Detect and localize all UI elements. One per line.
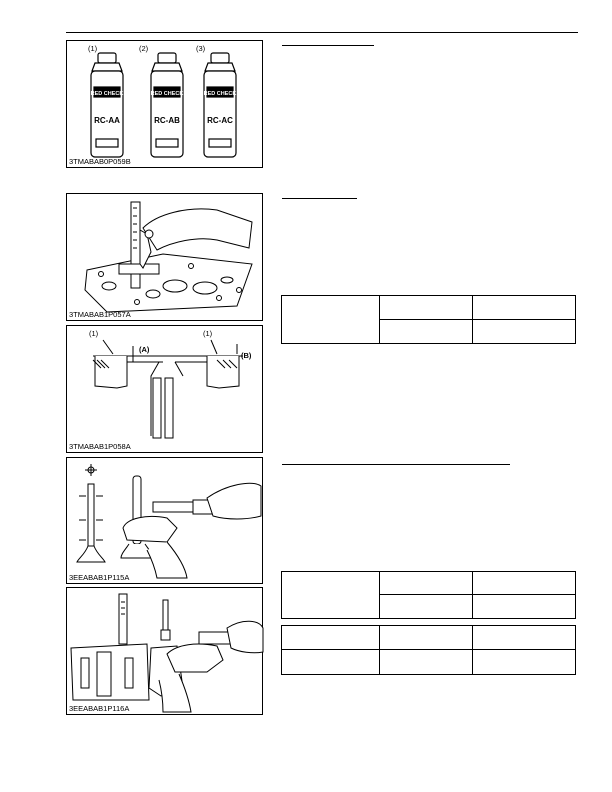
figure-valve-recessing-diagram	[66, 325, 263, 453]
figure-valve-stem-measurement	[66, 457, 263, 584]
spec-table-cell	[282, 650, 380, 675]
heading-underline-1	[282, 45, 374, 46]
callout-2: (2)	[139, 44, 149, 53]
can-2-brand: RED CHECK	[150, 91, 184, 97]
spec-table-cell	[282, 296, 380, 344]
spec-table-3	[281, 625, 576, 675]
callout-b: (B)	[241, 351, 252, 360]
spec-table-cell	[473, 572, 576, 595]
can-1-model: RC-AA	[94, 116, 120, 125]
figure-caption: 3EEABAB1P116A	[69, 704, 130, 713]
cans-illustration	[67, 41, 264, 169]
figure-valve-guide-measurement	[66, 587, 263, 715]
figure-caption: 3EEABAB1P115A	[69, 573, 130, 582]
spec-table-cell	[473, 296, 576, 320]
header-rule	[66, 32, 578, 33]
callout-1-right: (1)	[203, 329, 213, 338]
depth-gauge-illustration	[67, 194, 264, 322]
spec-table-cell	[380, 320, 473, 344]
heading-underline-2	[282, 198, 357, 199]
spec-table-cell	[473, 650, 576, 675]
figure-caption: 3TMABAB1P058A	[69, 442, 131, 451]
can-1-brand: RED CHECK	[90, 91, 124, 97]
can-3-brand: RED CHECK	[203, 91, 237, 97]
can-2-model: RC-AB	[154, 116, 180, 125]
spec-table-cell	[380, 572, 473, 595]
spec-table-cell	[282, 626, 380, 650]
spec-table-cell	[473, 320, 576, 344]
spec-table-1	[281, 295, 576, 344]
valve-recessing-illustration	[67, 326, 264, 454]
callout-1: (1)	[88, 44, 98, 53]
spec-table-cell	[473, 626, 576, 650]
figure-caption: 3TMABAB0P059B	[69, 157, 131, 166]
figure-caption: 3TMABAB1P057A	[69, 310, 131, 319]
figure-valve-recess-measurement	[66, 193, 263, 321]
spec-table-cell	[473, 595, 576, 619]
figure-dye-penetrant-cans	[66, 40, 263, 168]
spec-table-cell	[380, 626, 473, 650]
spec-table-cell	[282, 572, 380, 619]
micrometer-stem-illustration	[67, 458, 264, 585]
heading-underline-3	[282, 464, 510, 465]
callout-a: (A)	[139, 345, 150, 354]
spec-table-2	[281, 571, 576, 619]
spec-table-cell	[380, 650, 473, 675]
guide-bore-illustration	[67, 588, 264, 716]
callout-1-left: (1)	[89, 329, 99, 338]
callout-3: (3)	[196, 44, 206, 53]
spec-table-cell	[380, 595, 473, 619]
spec-table-cell	[380, 296, 473, 320]
can-3-model: RC-AC	[207, 116, 233, 125]
